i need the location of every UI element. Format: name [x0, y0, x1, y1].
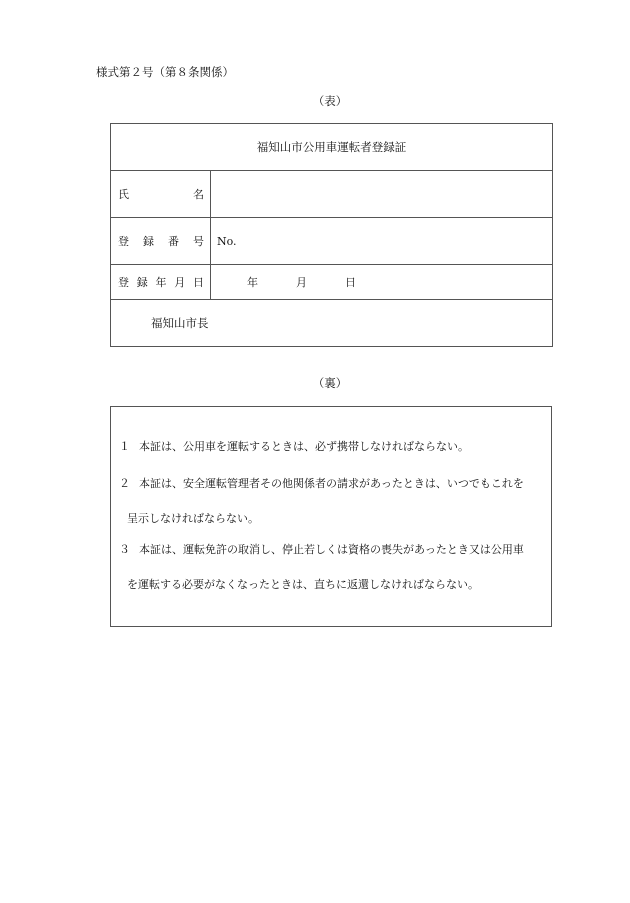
- reg-date-label-char: 年: [155, 276, 167, 289]
- month-unit: 月: [296, 276, 307, 289]
- reg-number-label-char: 録: [143, 235, 154, 248]
- note-item: [119, 438, 551, 454]
- name-label-char: 氏: [118, 188, 129, 201]
- card-title: 福知山市公用車運転者登録証: [111, 124, 553, 171]
- year-unit: 年: [247, 276, 258, 289]
- note-item: [119, 541, 551, 592]
- registration-number-value: No.: [211, 218, 553, 265]
- reg-date-label-char: 登: [118, 276, 129, 289]
- reg-number-label-char: 号: [193, 235, 204, 248]
- name-label-char: 名: [193, 188, 204, 201]
- note-number: ３: [119, 543, 130, 556]
- note-text-continued: を運転する必要がなくなったときは、直ちに返還しなければならない。: [127, 578, 479, 591]
- registration-number-label: [111, 218, 211, 265]
- registration-card-front: [110, 123, 553, 347]
- reg-number-label-char: 登: [118, 235, 129, 248]
- back-side-label: （裏）: [312, 376, 348, 390]
- registration-date-row: [111, 265, 553, 300]
- note-text-continued: 呈示しなければならない。: [127, 512, 259, 525]
- title-row: [111, 124, 553, 171]
- note-text: 本証は、運転免許の取消し、停止若しくは資格の喪失があったとき又は公用車: [139, 543, 524, 556]
- note-text: 本証は、公用車を運転するときは、必ず携帯しなければならない。: [139, 440, 469, 453]
- name-label: [111, 171, 211, 218]
- name-row: [111, 171, 553, 218]
- name-value: [211, 171, 553, 218]
- note-text: 本証は、安全運転管理者その他関係者の請求があったときは、いつでもこれを: [139, 477, 524, 490]
- day-unit: 日: [345, 276, 356, 289]
- note-item: [119, 475, 551, 526]
- reg-date-label-char: 月: [174, 276, 186, 289]
- registration-number-row: [111, 218, 553, 265]
- registration-date-value: [211, 265, 553, 300]
- issuer-name: 福知山市長: [111, 300, 553, 347]
- registration-date-label: [111, 265, 211, 300]
- note-number: ２: [119, 477, 130, 490]
- reg-date-label-char: 録: [136, 276, 148, 289]
- note-number: １: [119, 440, 130, 453]
- registration-card-back: [110, 406, 552, 627]
- issuer-row: [111, 300, 553, 347]
- reg-date-label-char: 日: [193, 276, 204, 289]
- form-number: 様式第２号（第８条関係）: [96, 65, 234, 79]
- front-side-label: （表）: [312, 94, 348, 108]
- reg-number-label-char: 番: [168, 235, 179, 248]
